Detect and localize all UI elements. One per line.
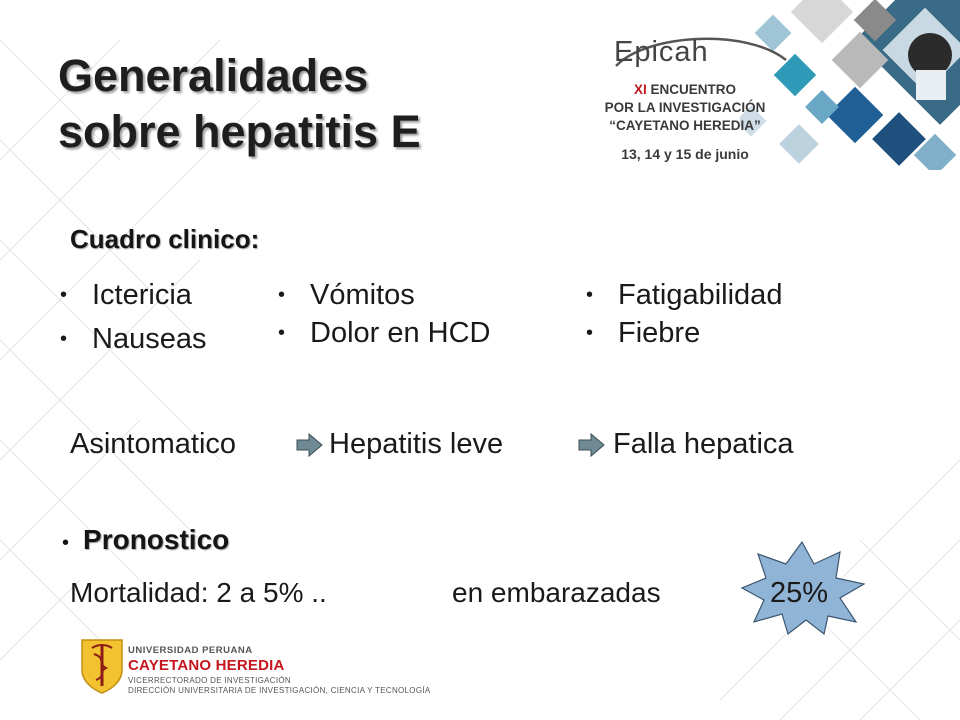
symptom-item: • Fiebre xyxy=(586,317,701,349)
university-line3: VICERRECTORADO DE INVESTIGACIÓN xyxy=(128,676,291,685)
prognosis-heading: • Pronostico xyxy=(62,524,230,555)
event-logo-line3: “CAYETANO HEREDIA” xyxy=(609,118,761,133)
event-logo-line1: XI ENCUENTRO xyxy=(633,82,737,97)
course-stage-mild-hepatitis: Hepatitis leve xyxy=(329,428,504,460)
right-arrow-icon xyxy=(578,432,606,458)
course-stage-liver-failure: Falla hepatica xyxy=(613,428,794,460)
symptoms-column-3 xyxy=(586,276,782,352)
university-name: CAYETANO HEREDIA xyxy=(128,657,285,674)
university-line4: DIRECCIÓN UNIVERSITARIA DE INVESTIGACIÓN, CIENCIA Y TECNOLOGÍA xyxy=(128,686,431,695)
event-logo-line2: POR LA INVESTIGACIÓN xyxy=(604,100,766,115)
symptom-item: • Nauseas xyxy=(60,323,207,355)
symptoms-column-1 xyxy=(60,276,206,358)
symptom-item: • Dolor en HCD xyxy=(278,317,491,349)
slide-title xyxy=(58,48,421,160)
university-line1: UNIVERSIDAD PERUANA xyxy=(128,645,253,656)
right-arrow-icon xyxy=(296,432,324,458)
university-crest-icon xyxy=(80,636,124,694)
slide-title-line1: Generalidades xyxy=(58,50,369,101)
mortality-pregnant-label: en embarazadas xyxy=(452,577,661,608)
event-logo-name: Epicah xyxy=(614,36,709,68)
symptoms-column-2 xyxy=(278,276,491,352)
mortality-pregnant-value: 25% xyxy=(770,577,829,609)
course-stage-asymptomatic: Asintomatico xyxy=(70,428,237,460)
symptom-item: • Vómitos xyxy=(278,279,415,311)
mortality-general: Mortalidad: 2 a 5% .. xyxy=(70,577,327,608)
symptom-item: • Ictericia xyxy=(60,279,192,311)
event-logo-dates: 13, 14 y 15 de junio xyxy=(621,146,749,162)
slide-title-line2: sobre hepatitis E xyxy=(58,106,421,157)
clinical-picture-heading: Cuadro clinico: xyxy=(70,224,260,254)
event-logo-edition: XI xyxy=(633,82,647,97)
symptom-item: • Fatigabilidad xyxy=(586,279,783,311)
